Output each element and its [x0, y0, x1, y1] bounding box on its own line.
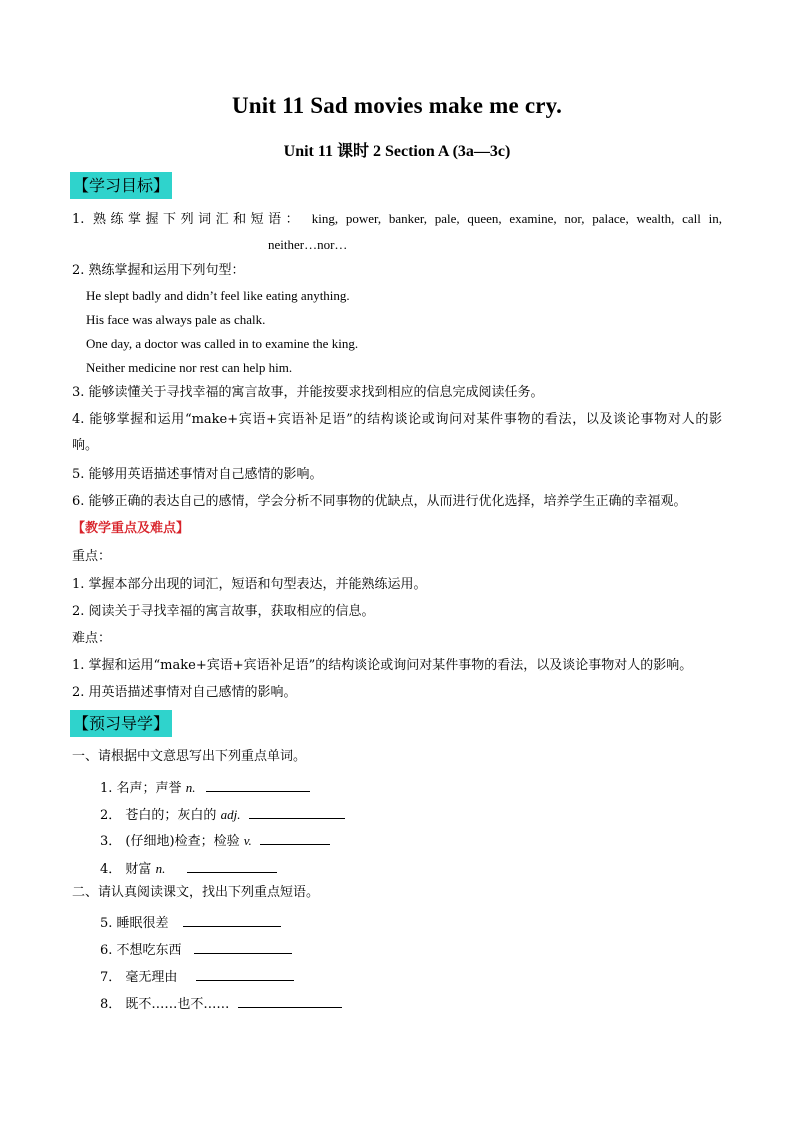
answer-blank[interactable] [260, 830, 330, 845]
objective-item-4: 4. 能够掌握和运用“make+宾语+宾语补足语”的结构谈论或询问对某件事物的看法，以及谈论事物对人的影 [72, 412, 722, 427]
item-prompt: 苍白的；灰白的 [125, 808, 217, 823]
word-exercise-item [100, 804, 345, 825]
part-of-speech: v. [243, 833, 252, 848]
item-prompt: (仔细地)检查；检验 [125, 834, 240, 849]
answer-blank[interactable] [238, 993, 342, 1008]
answer-blank[interactable] [206, 777, 310, 792]
answer-blank[interactable] [183, 912, 281, 927]
section-heading-preview: 【预习导学】 [70, 710, 172, 737]
objective-item-1-words: king, power, banker, pale, queen, examine, nor, palace, wealth, call in, [311, 211, 722, 226]
key-point-1: 1. 掌握本部分出现的词汇，短语和句型表达，并能熟练运用。 [72, 577, 427, 592]
item-number: 7． [100, 970, 122, 985]
key-point-2: 2. 阅读关于寻找幸福的寓言故事，获取相应的信息。 [72, 604, 375, 619]
objective-item-3: 3. 能够读懂关于寻找幸福的寓言故事，并能按要求找到相应的信息完成阅读任务。 [72, 385, 544, 400]
difficulty-point-2: 2. 用英语描述事情对自己感情的影响。 [72, 685, 297, 700]
page-title: Unit 11 Sad movies make me cry. [231, 93, 563, 118]
objective-item-1-label: 1. 熟练掌握下列词汇和短语： [72, 212, 304, 227]
item-prompt: 名声；声誉 [116, 781, 182, 796]
objective-item-5: 5. 能够用英语描述事情对自己感情的影响。 [72, 467, 323, 482]
item-number: 3． [100, 834, 122, 849]
objective-item-1 [72, 210, 722, 229]
page-subtitle: Unit 11 课时 2 Section A (3a—3c) [283, 143, 511, 160]
sentence-pattern: His face was always pale as chalk. [86, 312, 266, 327]
item-number: 4． [100, 862, 122, 877]
section-heading-objectives: 【学习目标】 [70, 172, 172, 199]
phrase-exercise-item [100, 993, 342, 1014]
item-prompt: 不想吃东西 [116, 943, 182, 958]
item-prompt: 睡眠很差 [116, 916, 169, 931]
objective-item-2: 2. 熟练掌握和运用下列句型： [72, 263, 245, 278]
key-label: 重点： [72, 549, 112, 564]
objective-item-4-continued: 响。 [72, 438, 99, 453]
objective-item-1-continued: neither…nor… [268, 237, 348, 252]
difficulty-point-1: 1. 掌握和运用“make+宾语+宾语补足语”的结构谈论或询问对某件事物的看法，以及谈论事物对人的影响。 [72, 658, 693, 673]
item-number: 5. [100, 916, 113, 931]
answer-blank[interactable] [187, 858, 277, 873]
item-prompt: 毫无理由 [125, 970, 178, 985]
word-exercise-item [100, 830, 330, 851]
answer-blank[interactable] [194, 939, 292, 954]
sentence-pattern: He slept badly and didn’t feel like eating anything. [86, 288, 350, 303]
objective-item-6: 6. 能够正确的表达自己的感情，学会分析不同事物的优缺点，从而进行优化选择，培养学生正确的幸福观。 [72, 494, 687, 509]
word-exercise-item [100, 777, 310, 798]
part-of-speech: adj. [220, 807, 241, 822]
item-number: 1. [100, 781, 113, 796]
exercise-part-1: 一、请根据中文意思写出下列重点单词。 [72, 749, 307, 764]
phrase-exercise-item [100, 966, 294, 987]
phrase-exercise-item [100, 912, 281, 933]
difficulty-label: 难点： [72, 631, 112, 646]
answer-blank[interactable] [196, 966, 294, 981]
keypoints-heading: 【教学重点及难点】 [72, 521, 190, 536]
item-number: 6. [100, 943, 113, 958]
item-prompt: 既不……也不…… [125, 997, 230, 1012]
exercise-part-2: 二、请认真阅读课文，找出下列重点短语。 [72, 885, 320, 900]
answer-blank[interactable] [249, 804, 345, 819]
sentence-pattern: Neither medicine nor rest can help him. [86, 360, 293, 375]
sentence-pattern: One day, a doctor was called in to examine the king. [86, 336, 359, 351]
item-number: 2． [100, 808, 122, 823]
item-prompt: 财富 [125, 862, 152, 877]
phrase-exercise-item [100, 939, 292, 960]
item-number: 8． [100, 997, 122, 1012]
word-exercise-item [100, 858, 277, 879]
part-of-speech: n. [155, 861, 166, 876]
part-of-speech: n. [185, 780, 196, 795]
